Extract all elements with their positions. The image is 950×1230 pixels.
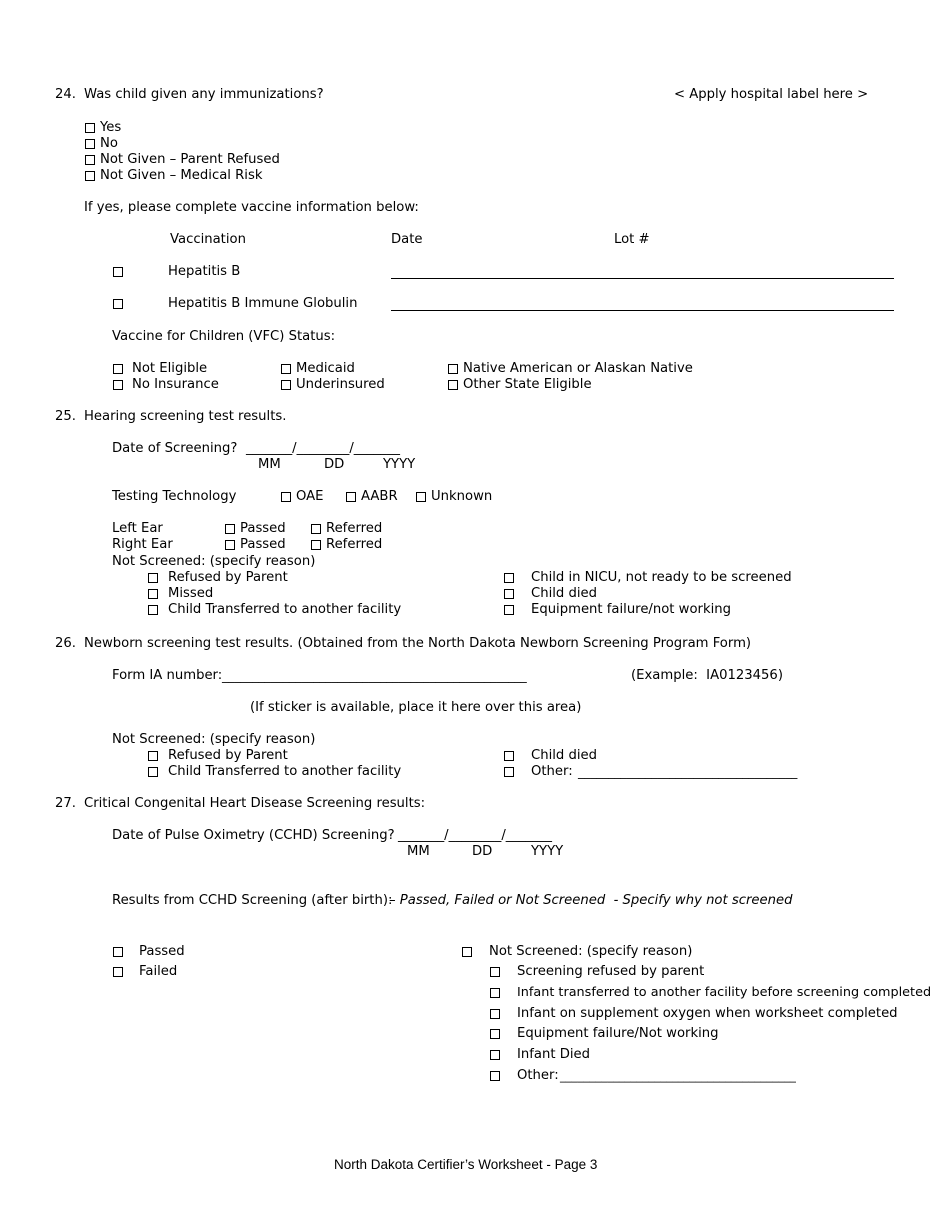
page-footer: North Dakota Certifier’s Worksheet - Page 3 <box>334 1157 598 1172</box>
newborn-died-checkbox[interactable] <box>504 751 514 761</box>
form-ia-input[interactable]: __________________________________________________ <box>222 669 527 683</box>
tech-unknown-label: Unknown <box>431 489 493 504</box>
tech-oae-label: OAE <box>296 489 324 504</box>
hearing-date-input[interactable]: _______/________/_______ <box>246 441 400 456</box>
q24-no-checkbox[interactable] <box>85 139 95 149</box>
newborn-other-label: Other: <box>531 764 573 779</box>
cchd-failed-checkbox[interactable] <box>113 967 123 977</box>
hearing-date-label: Date of Screening? <box>112 441 238 456</box>
q24-yes-checkbox[interactable] <box>85 123 95 133</box>
cchd-refused-label: Screening refused by parent <box>517 964 705 979</box>
testing-technology-label: Testing Technology <box>112 489 237 504</box>
q24-parent-refused-label: Not Given – Parent Refused <box>100 152 280 167</box>
cchd-passed-checkbox[interactable] <box>113 947 123 957</box>
sticker-note: (If sticker is available, place it here over this area) <box>250 700 582 715</box>
right-ear-label: Right Ear <box>112 537 173 552</box>
hepatitis-b-label: Hepatitis B <box>168 264 241 279</box>
cchd-equipment-checkbox[interactable] <box>490 1029 500 1039</box>
hearing-died-checkbox[interactable] <box>504 589 514 599</box>
hearing-date-dd: DD <box>324 457 345 472</box>
cchd-transferred-checkbox[interactable] <box>490 988 500 998</box>
cchd-date-input[interactable]: _______/________/_______ <box>398 828 552 843</box>
vfc-medicaid-checkbox[interactable] <box>281 364 291 374</box>
cchd-equipment-label: Equipment failure/Not working <box>517 1026 719 1041</box>
right-ear-referred-checkbox[interactable] <box>311 540 321 550</box>
left-ear-referred-label: Referred <box>326 521 383 536</box>
q24-parent-refused-checkbox[interactable] <box>85 155 95 165</box>
vfc-not-eligible-checkbox[interactable] <box>113 364 123 374</box>
cchd-date-mm: MM <box>407 844 430 859</box>
hearing-nicu-label: Child in NICU, not ready to be screened <box>531 570 792 585</box>
cchd-transferred-label: Infant transferred to another facility before screening completed <box>517 985 932 1000</box>
newborn-transferred-label: Child Transferred to another facility <box>168 764 402 779</box>
hearing-missed-checkbox[interactable] <box>148 589 158 599</box>
left-ear-label: Left Ear <box>112 521 163 536</box>
hearing-transferred-checkbox[interactable] <box>148 605 158 615</box>
hepatitis-b-checkbox[interactable] <box>113 267 123 277</box>
hearing-date-yyyy: YYYY <box>383 457 416 472</box>
newborn-other-input[interactable]: ____________________________________ <box>578 765 798 779</box>
hospital-label-hint: < Apply hospital label here > <box>674 87 869 102</box>
vfc-other-state-checkbox[interactable] <box>448 380 458 390</box>
tech-aabr-checkbox[interactable] <box>346 492 356 502</box>
left-ear-passed-label: Passed <box>240 521 286 536</box>
vfc-medicaid-label: Medicaid <box>296 361 355 376</box>
cchd-date-label: Date of Pulse Oximetry (CCHD) Screening? <box>112 828 395 843</box>
q24-medical-risk-label: Not Given – Medical Risk <box>100 168 263 183</box>
right-ear-referred-label: Referred <box>326 537 383 552</box>
col-lot-header: Lot # <box>614 232 650 247</box>
tech-unknown-checkbox[interactable] <box>416 492 426 502</box>
right-ear-passed-checkbox[interactable] <box>225 540 235 550</box>
hearing-refused-label: Refused by Parent <box>168 570 288 585</box>
cchd-other-input[interactable]: ________________________________________ <box>560 1069 796 1083</box>
cchd-oxygen-label: Infant on supplement oxygen when worksheet completed <box>517 1006 898 1021</box>
q27-question: Critical Congenital Heart Disease Screening results: <box>84 796 426 811</box>
hearing-equipment-label: Equipment failure/not working <box>531 602 731 617</box>
vfc-status-label: Vaccine for Children (VFC) Status: <box>112 329 336 344</box>
form-ia-label: Form IA number: <box>112 668 223 683</box>
newborn-died-label: Child died <box>531 748 597 763</box>
vfc-not-eligible-label: Not Eligible <box>132 361 208 376</box>
col-date-header: Date <box>391 232 423 247</box>
hearing-not-screened-label: Not Screened: (specify reason) <box>112 554 316 569</box>
cchd-results-label: Results from CCHD Screening (after birth): <box>112 893 393 908</box>
col-vaccination-header: Vaccination <box>170 232 246 247</box>
cchd-date-dd: DD <box>472 844 493 859</box>
newborn-refused-label: Refused by Parent <box>168 748 288 763</box>
hepatitis-b-globulin-checkbox[interactable] <box>113 299 123 309</box>
vfc-underinsured-checkbox[interactable] <box>281 380 291 390</box>
hearing-date-mm: MM <box>258 457 281 472</box>
hepatitis-b-globulin-label: Hepatitis B Immune Globulin <box>168 296 358 311</box>
cchd-not-screened-label: Not Screened: (specify reason) <box>489 944 693 959</box>
hearing-transferred-label: Child Transferred to another facility <box>168 602 402 617</box>
q25-question: Hearing screening test results. <box>84 409 287 424</box>
tech-aabr-label: AABR <box>361 489 398 504</box>
right-ear-passed-label: Passed <box>240 537 286 552</box>
cchd-died-label: Infant Died <box>517 1047 590 1062</box>
q24-medical-risk-checkbox[interactable] <box>85 171 95 181</box>
q24-no-label: No <box>100 136 118 151</box>
q25-number: 25. <box>55 409 76 424</box>
cchd-refused-checkbox[interactable] <box>490 967 500 977</box>
vfc-other-state-label: Other State Eligible <box>463 377 592 392</box>
vfc-underinsured-label: Underinsured <box>296 377 385 392</box>
cchd-results-hint: – Passed, Failed or Not Screened - Specify why not screened <box>389 893 793 908</box>
tech-oae-checkbox[interactable] <box>281 492 291 502</box>
q24-if-yes-note: If yes, please complete vaccine information below: <box>84 200 419 215</box>
cchd-passed-label: Passed <box>139 944 185 959</box>
q24-question: Was child given any immunizations? <box>84 87 324 102</box>
newborn-other-checkbox[interactable] <box>504 767 514 777</box>
vfc-no-insurance-label: No Insurance <box>132 377 219 392</box>
hepatitis-b-date-lot-line[interactable] <box>391 278 894 279</box>
q26-number: 26. <box>55 636 76 651</box>
cchd-not-screened-checkbox[interactable] <box>462 947 472 957</box>
vfc-native-label: Native American or Alaskan Native <box>463 361 693 376</box>
form-ia-example: (Example: IA0123456) <box>631 668 783 683</box>
cchd-oxygen-checkbox[interactable] <box>490 1009 500 1019</box>
cchd-date-yyyy: YYYY <box>531 844 564 859</box>
q27-number: 27. <box>55 796 76 811</box>
newborn-not-screened-label: Not Screened: (specify reason) <box>112 732 316 747</box>
cchd-died-checkbox[interactable] <box>490 1050 500 1060</box>
hearing-died-label: Child died <box>531 586 597 601</box>
q24-yes-label: Yes <box>100 120 122 135</box>
hearing-nicu-checkbox[interactable] <box>504 573 514 583</box>
hearing-missed-label: Missed <box>168 586 214 601</box>
q24-number: 24. <box>55 87 76 102</box>
newborn-transferred-checkbox[interactable] <box>148 767 158 777</box>
cchd-other-checkbox[interactable] <box>490 1071 500 1081</box>
cchd-failed-label: Failed <box>139 964 178 979</box>
newborn-refused-checkbox[interactable] <box>148 751 158 761</box>
vfc-no-insurance-checkbox[interactable] <box>113 380 123 390</box>
left-ear-passed-checkbox[interactable] <box>225 524 235 534</box>
hepatitis-b-globulin-date-lot-line[interactable] <box>391 310 894 311</box>
q26-question: Newborn screening test results. (Obtained from the North Dakota Newborn Screening Program Form) <box>84 636 752 651</box>
left-ear-referred-checkbox[interactable] <box>311 524 321 534</box>
hearing-equipment-checkbox[interactable] <box>504 605 514 615</box>
hearing-refused-checkbox[interactable] <box>148 573 158 583</box>
vfc-native-checkbox[interactable] <box>448 364 458 374</box>
cchd-other-label: Other: <box>517 1068 559 1083</box>
